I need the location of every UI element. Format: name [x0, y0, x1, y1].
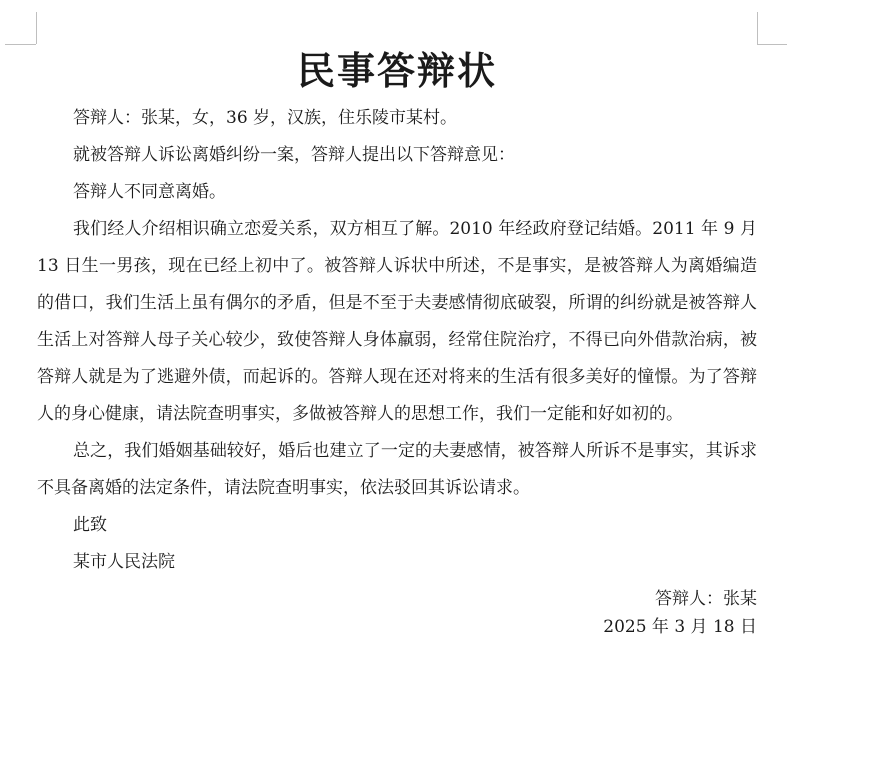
facts-paragraph: 我们经人介绍相识确立恋爱关系，双方相互了解。2010 年经政府登记结婚。2011 年 9 月 13 日生一男孩，现在已经上初中了。被答辩人诉状中所述，不是事实，是被答辩人为离婚编造的借口，我们生活上虽有偶尔的矛盾，但是不至于夫妻感情彻底破裂，所谓的纠纷就是被答辩人生活上对答辩人母子关心较少，致使答辩人身体羸弱，经常住院治疗，不得已向外借款治病，被答辩人就是为了逃避外债，而起诉的。答辩人现在还对将来的生活有很多美好的憧憬。为了答辩人的身心健康，请法院查明事实，多做被答辩人的思想工作，我们一定能和好如初的。 — [37, 219, 757, 424]
document-date: 2025 年 3 月 18 日 — [603, 617, 757, 637]
margin-marker-top-right — [757, 44, 787, 45]
margin-marker-top-left — [5, 44, 36, 45]
main-position: 答辩人不同意离婚。 — [73, 182, 226, 202]
court-name: 某市人民法院 — [73, 552, 175, 572]
document-body[interactable] — [37, 48, 757, 641]
salutation: 此致 — [73, 515, 107, 535]
document-title: 民事答辩状 — [296, 48, 497, 93]
conclusion-paragraph: 总之，我们婚姻基础较好，婚后也建立了一定的夫妻感情，被答辩人所诉不是事实，其诉求不具备离婚的法定条件，请法院查明事实，依法驳回其诉讼请求。 — [37, 441, 757, 498]
margin-marker-top-left — [36, 12, 37, 44]
signature: 答辩人：张某 — [655, 589, 757, 609]
case-intro: 就被答辩人诉讼离婚纠纷一案，答辩人提出以下答辩意见： — [73, 145, 515, 165]
respondent-info: 答辩人：张某，女，36 岁，汉族，住乐陵市某村。 — [73, 108, 458, 128]
margin-marker-top-right — [757, 12, 758, 44]
